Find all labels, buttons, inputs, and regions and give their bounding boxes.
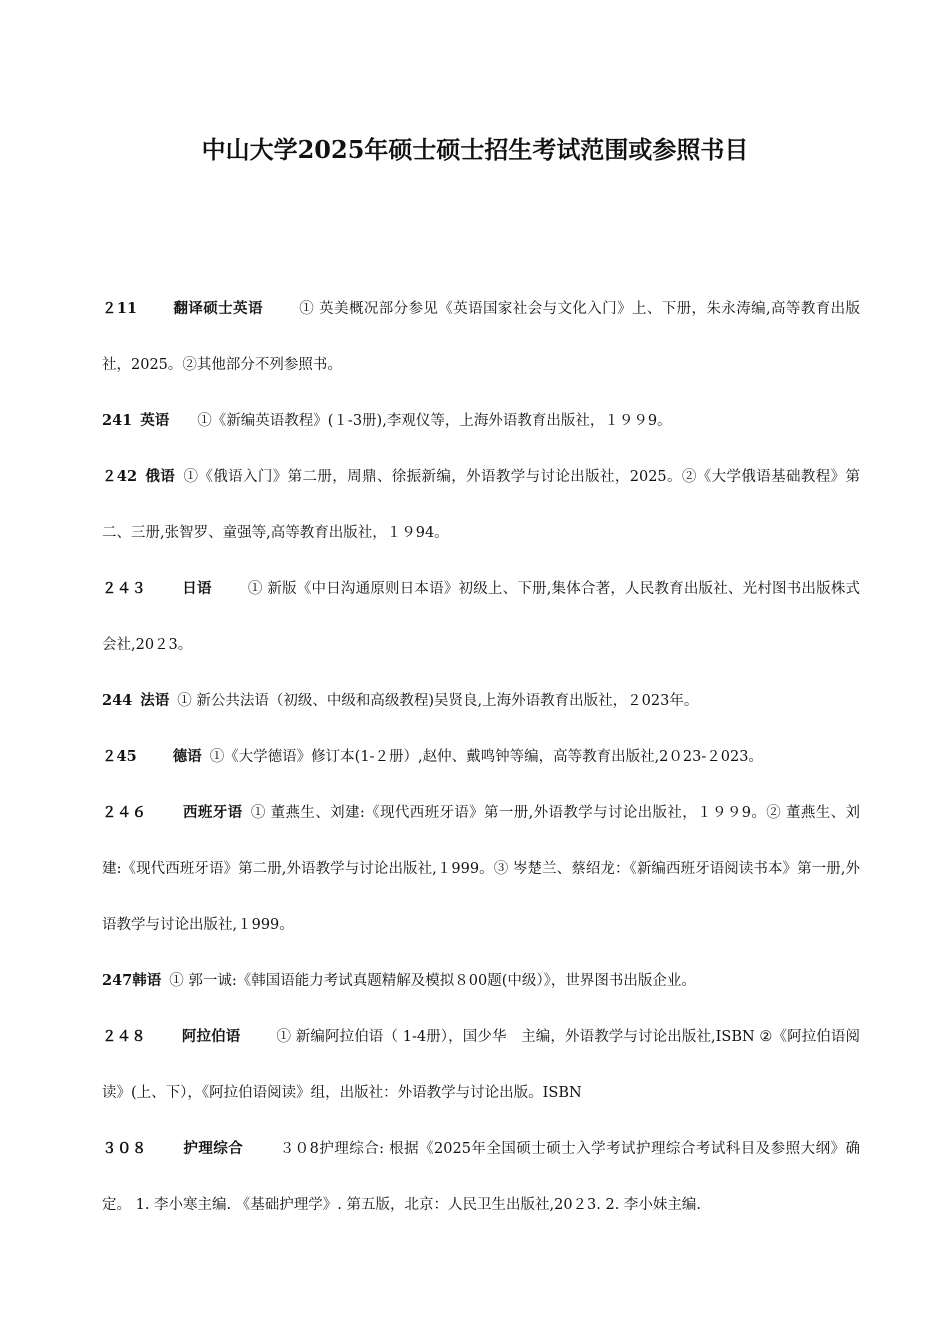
entry-code: ２42: [102, 468, 138, 485]
entry-242: [102, 449, 860, 561]
entry-code: ２４８: [102, 1028, 146, 1045]
entry-text: ① 英美概况部分参见《英语国家社会与文化入门》上、下册，朱永涛编,高等教育出版社，2025。②其他部分不列参照书。: [102, 301, 861, 373]
entry-text: ①《俄语入门》第二册，周鼎、徐振新编，外语教学与讨论出版社，2025。②《大学俄语基础教程》第二、三册,张智罗、童强等,高等教育出版社，１９94。: [102, 469, 860, 541]
entry-text: ① 郭一诚:《韩国语能力考试真题精解及模拟８00题(中级）》，世界图书出版企业。: [169, 973, 696, 989]
entry-code: 247: [102, 972, 133, 989]
entry-subject: 西班牙语: [182, 804, 243, 821]
entry-247: [102, 953, 860, 1009]
entry-243: [102, 561, 860, 673]
entry-241: [102, 393, 860, 449]
entry-244: [102, 673, 860, 729]
entry-248: [102, 1009, 860, 1121]
entry-211: [102, 281, 860, 393]
entry-text: ①《大学德语》修订本(1-２册）,赵仲、戴鸣钟等编，高等教育出版社,2０23-２023。: [209, 749, 763, 765]
entry-246: [102, 785, 860, 953]
entry-subject: 英语: [140, 412, 170, 429]
entry-code: ２11: [102, 300, 138, 317]
entry-code: ３０８: [102, 1140, 147, 1157]
entry-subject: 日语: [182, 580, 212, 597]
document-title: 中山大学2025年硕士硕士招生考试范围或参照书目: [201, 135, 749, 164]
entry-text: ① 新编阿拉伯语（ 1-4册），国少华 主编，外语教学与讨论出版社,ISBN ②《阿拉伯语阅读》(上、下），《阿拉伯语阅读》组，出版社：外语教学与讨论出版。ISBN: [102, 1029, 861, 1101]
entry-text: ① 董燕生、刘建:《现代西班牙语》第一册,外语教学与讨论出版社，１９９9。② 董燕生、刘建:《现代西班牙语》第二册,外语教学与讨论出版社,１999。③ 岑楚兰、蔡绍龙：《新编西班牙语阅读书本》第一册,外语教学与讨论出版社,１999。: [102, 805, 861, 933]
entry-code: 241: [102, 412, 133, 429]
entry-list: [102, 281, 860, 1233]
entry-text: ３０8护理综合: 根据《2025年全国硕士硕士入学考试护理综合考试科目及参照大纲》确定。 1. 李小寒主编. 《基础护理学》. 第五版，北京：人民卫生出版社,20２3. 2. 李小妹主编.: [102, 1141, 861, 1213]
entry-245: [102, 729, 860, 785]
entry-308: [102, 1121, 860, 1233]
entry-code: ２４３: [102, 580, 147, 597]
entry-text: ① 新公共法语（初级、中级和高级教程)吴贤良,上海外语教育出版社，２023年。: [177, 693, 699, 709]
entry-subject: 韩语: [132, 972, 162, 989]
entry-code: 244: [102, 692, 133, 709]
entry-subject: 德语: [172, 748, 202, 765]
entry-subject: 护理综合: [182, 1140, 244, 1157]
entry-subject: 阿拉伯语: [181, 1028, 241, 1045]
entry-text: ① 新版《中日沟通原则日本语》初级上、下册,集体合著，人民教育出版社、光村图书出版株式会社,20２3。: [102, 581, 861, 653]
entry-subject: 翻译硕士英语: [173, 300, 263, 317]
entry-subject: 俄语: [145, 468, 176, 485]
entry-code: ２４６: [102, 804, 147, 821]
entry-code: ２45: [102, 748, 137, 765]
entry-subject: 法语: [140, 692, 170, 709]
entry-text: ①《新编英语教程》(１-3册),李观仪等，上海外语教育出版社，１９９9。: [197, 413, 672, 429]
